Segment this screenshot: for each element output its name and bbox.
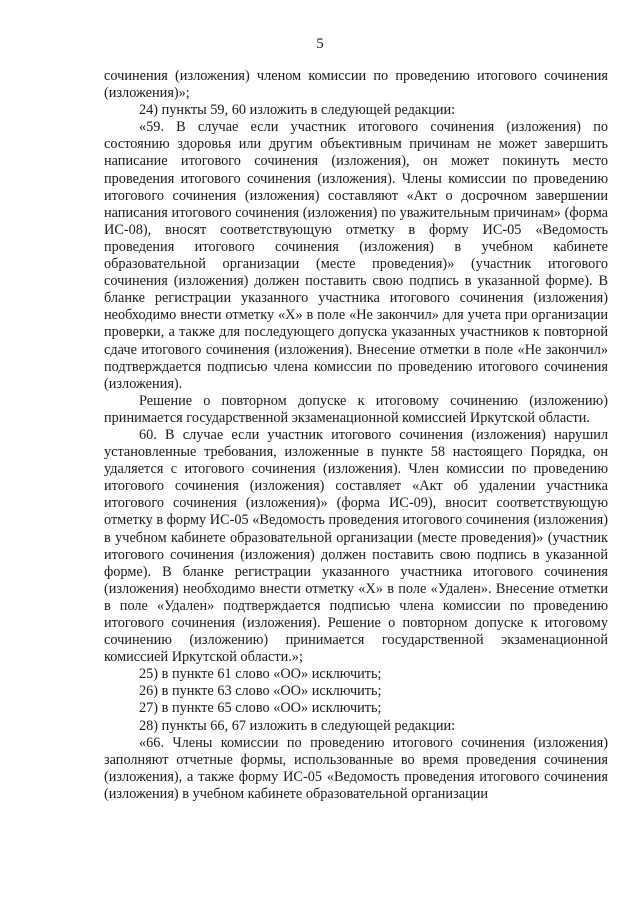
- page-number: 5: [316, 36, 324, 52]
- paragraph: 28) пункты 66, 67 изложить в следующей редакции:: [139, 717, 456, 734]
- paragraph: 24) пункты 59, 60 изложить в следующей редакции:: [139, 102, 456, 119]
- paragraph: сочинения (изложения) членом комиссии по проведению итогового сочинения (изложения)»;: [104, 68, 608, 102]
- document-body: [104, 68, 608, 803]
- paragraph: 27) в пункте 65 слово «ОО» исключить;: [139, 700, 382, 717]
- paragraph: 26) в пункте 63 слово «ОО» исключить;: [139, 683, 382, 700]
- paragraph: «66. Члены комиссии по проведению итогового сочинения (изложения) заполняют отчетные формы, использованные во время проведения сочинения (изложения), а также форму ИС-05 «Ведомость проведения итогового сочинения (изложения) в учебном кабинете образовательной организации: [104, 734, 608, 802]
- paragraph: Решение о повторном допуске к итоговому сочинению (изложению) принимается государственной экзаменационной комиссией Иркутской области.: [104, 392, 608, 426]
- paragraph: 60. В случае если участник итогового сочинения (изложения) нарушил установленные требования, изложенные в пункте 58 настоящего Порядка, он удаляется с итогового сочинения (изложения). Член комиссии по проведению итогового сочинения (изложения) составляет «Акт об удалении участника итогового сочинения (изложения)» (форма ИС-09), вносит соответствующую отметку в форму ИС-05 «Ведомость проведения итогового сочинения (изложения) в учебном кабинете образовательной организации (месте проведения)» (участник итогового сочинения (изложения) должен поставить свою подпись в указанной форме). В бланке регистрации указанного участника итогового сочинения (изложения) необходимо внести отметку «Х» в поле «Удален». Внесение отметки в поле «Удален» подтверждается подписью члена комиссии по проведению итогового сочинения (изложения). Решение о повторном допуске к итоговому сочинению (изложению) принимается государственной экзаменационной комиссией Иркутской области.»;: [104, 426, 608, 666]
- paragraph: 25) в пункте 61 слово «ОО» исключить;: [139, 666, 382, 683]
- paragraph: «59. В случае если участник итогового сочинения (изложения) по состоянию здоровья или другим объективным причинам не может завершить написание итогового сочинения (изложения), он может покинуть место проведения итогового сочинения (изложения). Члены комиссии по проведению итогового сочинения (изложения) составляют «Акт о досрочном завершении написания итогового сочинения (изложения) по уважительным причинам» (форма ИС-08), вносят соответствующую отметку в форму ИС-05 «Ведомость проведения итогового сочинения (изложения) в учебном кабинете образовательной организации (месте проведения)» (участник итогового сочинения (изложения) должен поставить свою подпись в указанной форме). В бланке регистрации указанного участника итогового сочинения (изложения) необходимо внести отметку «Х» в поле «Не закончил» для учета при организации проверки, а также для последующего допуска указанных участников к повторной сдаче итогового сочинения (изложения). Внесение отметки в поле «Не закончил» подтверждается подписью члена комиссии по проведению итогового сочинения (изложения).: [104, 119, 608, 392]
